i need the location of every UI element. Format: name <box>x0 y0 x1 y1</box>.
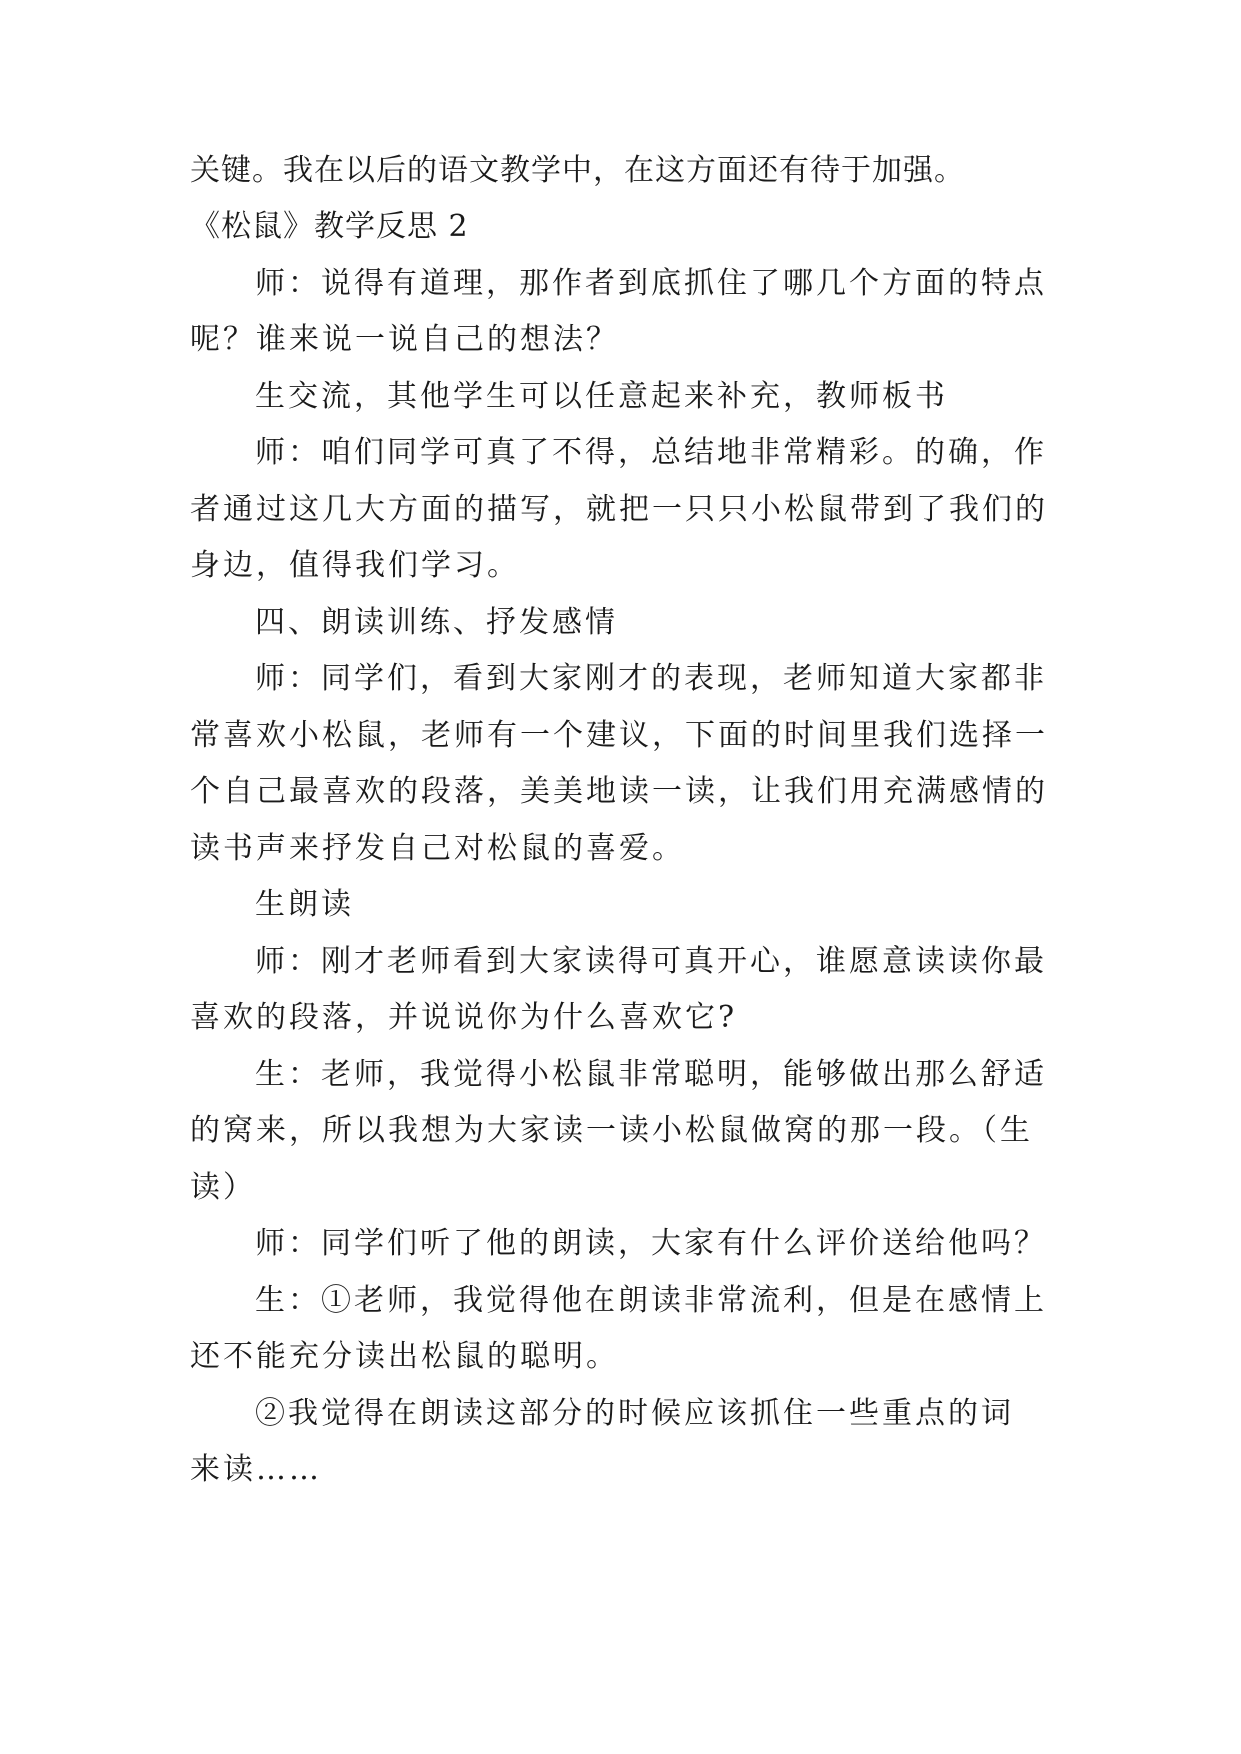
text-line: 来读…… <box>190 1452 322 1487</box>
text-line: 读书声来抒发自己对松鼠的喜爱。 <box>190 831 685 866</box>
text-line: 呢？谁来说一说自己的想法？ <box>190 322 619 357</box>
text-line: ②我觉得在朗读这部分的时候应该抓住一些重点的词 <box>255 1396 1014 1431</box>
text-line: 还不能充分读出松鼠的聪明。 <box>190 1339 619 1374</box>
text-line: 生：老师，我觉得小松鼠非常聪明，能够做出那么舒适 <box>255 1057 1047 1092</box>
text-line: 身边，值得我们学习。 <box>190 548 520 583</box>
text-line: 师：说得有道理，那作者到底抓住了哪几个方面的特点 <box>255 266 1047 301</box>
text-line: 师：咱们同学可真了不得，总结地非常精彩。的确，作 <box>255 435 1047 470</box>
text-line: 的窝来，所以我想为大家读一读小松鼠做窝的那一段。（生 <box>190 1113 1033 1148</box>
text-line: 生朗读 <box>255 887 354 922</box>
section-heading: 四、朗读训练、抒发感情 <box>255 605 618 640</box>
text-line: 喜欢的段落，并说说你为什么喜欢它? <box>190 1000 738 1035</box>
text-line: 师：同学们听了他的朗读，大家有什么评价送给他吗？ <box>255 1226 1047 1261</box>
text-line: 师：同学们，看到大家刚才的表现，老师知道大家都非 <box>255 661 1047 696</box>
text-line: 生交流，其他学生可以任意起来补充，教师板书 <box>255 379 948 414</box>
section-title: 《松鼠》教学反思 2 <box>190 209 469 244</box>
text-line: 者通过这几大方面的描写，就把一只只小松鼠带到了我们的 <box>190 492 1048 527</box>
text-line: 常喜欢小松鼠，老师有一个建议，下面的时间里我们选择一 <box>190 718 1048 753</box>
text-line: 读） <box>190 1170 256 1205</box>
text-line: 生：①老师，我觉得他在朗读非常流利，但是在感情上 <box>255 1283 1047 1318</box>
text-line: 师：刚才老师看到大家读得可真开心，谁愿意读读你最 <box>255 944 1047 979</box>
text-line: 关键。我在以后的语文教学中，在这方面还有待于加强。 <box>190 153 965 188</box>
text-line: 个自己最喜欢的段落，美美地读一读，让我们用充满感情的 <box>190 774 1048 809</box>
